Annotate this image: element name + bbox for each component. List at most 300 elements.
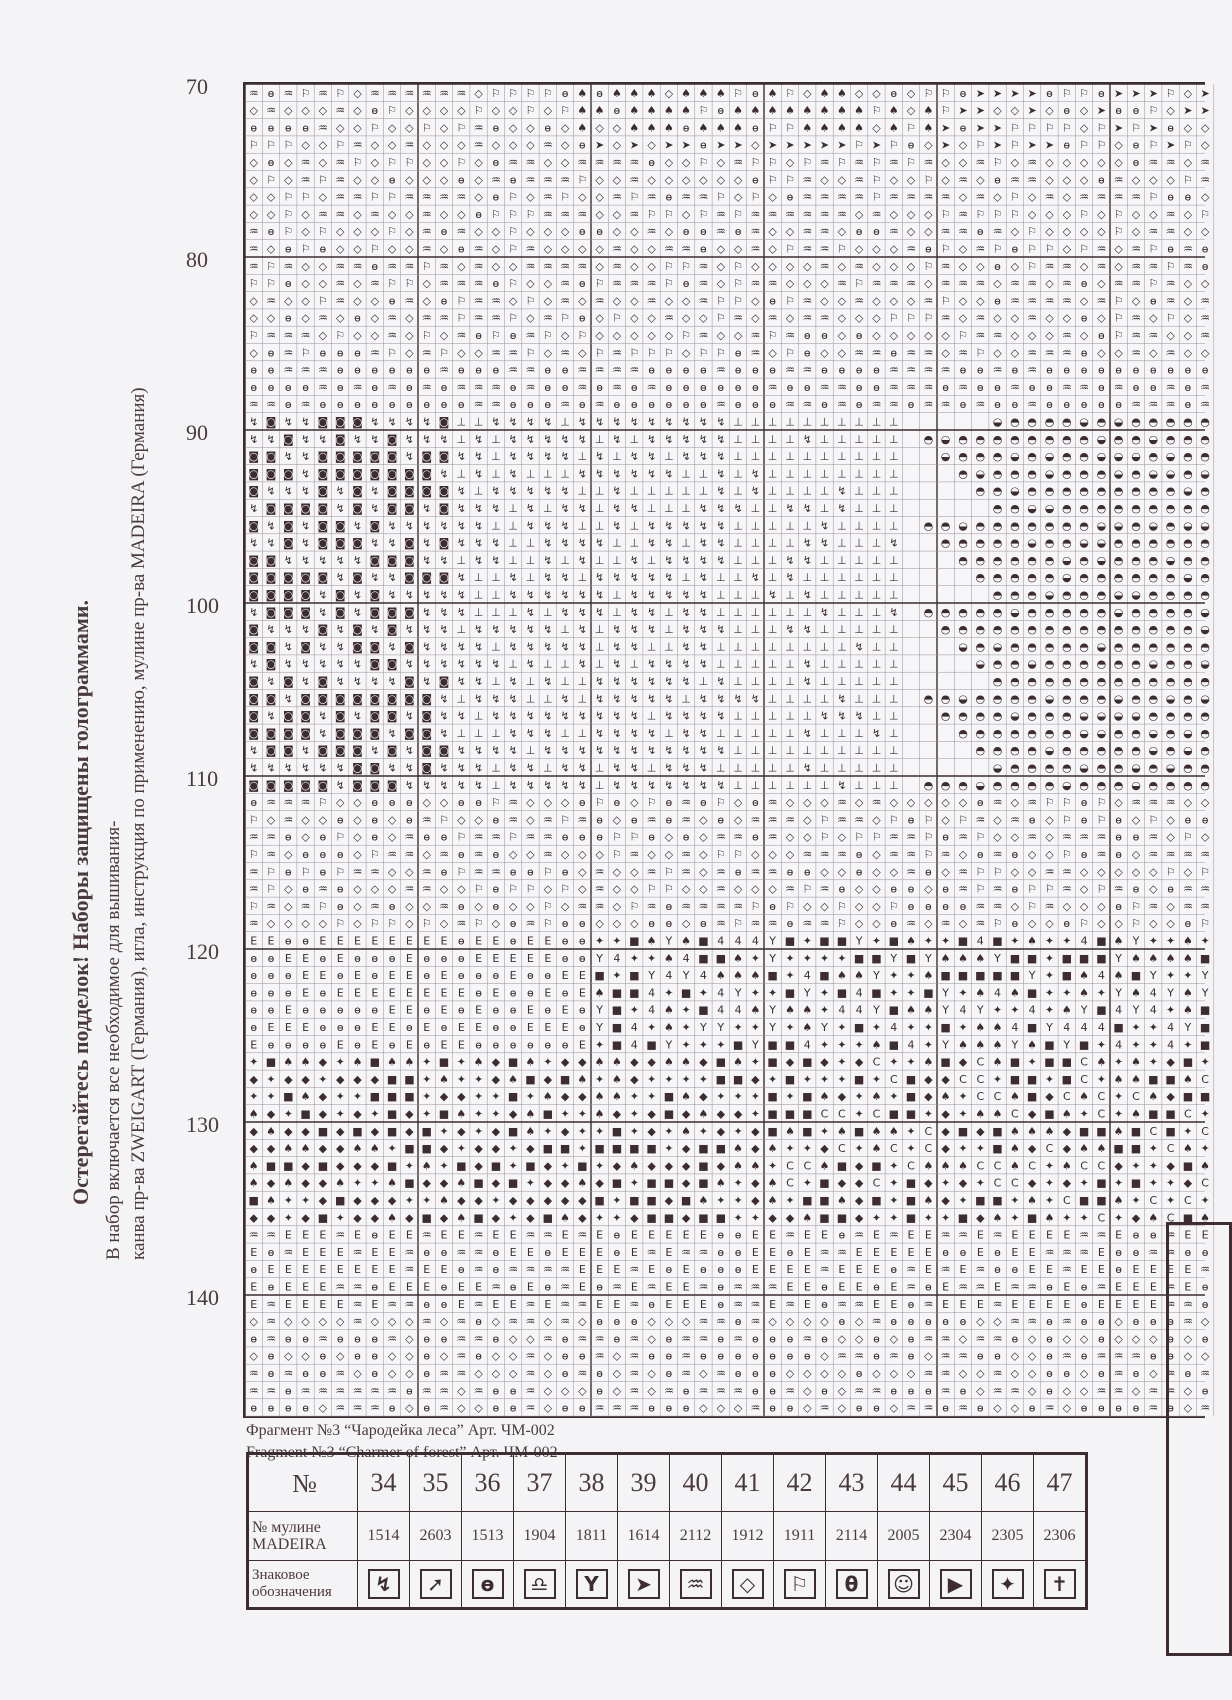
svg-text:◇: ◇ <box>681 207 691 221</box>
svg-text:◓: ◓ <box>975 432 986 446</box>
svg-text:E: E <box>803 1228 811 1242</box>
svg-text:♒: ♒ <box>456 917 467 931</box>
legend-number-41: 41 <box>722 1454 774 1512</box>
svg-text:♒: ♒ <box>387 329 398 342</box>
svg-text:◓: ◓ <box>1200 709 1210 723</box>
svg-text:◇: ◇ <box>526 121 535 135</box>
svg-text:◓: ◓ <box>992 692 1003 706</box>
svg-text:■: ■ <box>1096 1003 1107 1017</box>
svg-text:♠: ♠ <box>819 104 830 118</box>
svg-text:⊥: ⊥ <box>785 467 795 481</box>
svg-text:♠: ♠ <box>1182 986 1193 1000</box>
svg-text:◆: ◆ <box>612 1159 622 1173</box>
svg-text:♒: ♒ <box>1148 1401 1159 1415</box>
svg-text:⊥: ⊥ <box>612 605 622 619</box>
svg-text:♒: ♒ <box>577 207 588 221</box>
svg-text:⚐: ⚐ <box>785 173 795 187</box>
svg-text:♒: ♒ <box>975 813 986 827</box>
svg-text:ɵ: ɵ <box>613 1245 621 1259</box>
svg-text:■: ■ <box>611 1142 623 1156</box>
svg-text:◙: ◙ <box>265 657 277 671</box>
svg-text:♒: ♒ <box>525 1315 536 1329</box>
svg-text:◇: ◇ <box>595 242 604 256</box>
svg-text:♒: ♒ <box>854 173 865 187</box>
svg-text:♒: ♒ <box>836 796 847 810</box>
svg-text:↯: ↯ <box>577 640 587 654</box>
svg-text:✦: ✦ <box>1062 1211 1072 1225</box>
svg-text:↯: ↯ <box>629 502 639 515</box>
svg-text:◇: ◇ <box>716 259 726 273</box>
svg-text:■: ■ <box>404 1072 415 1086</box>
svg-text:♒: ♒ <box>1027 1280 1038 1294</box>
svg-text:◒: ◒ <box>992 415 1003 429</box>
svg-text:◓: ◓ <box>1165 432 1176 446</box>
svg-text:E: E <box>907 1245 915 1259</box>
svg-text:⊥: ⊥ <box>646 484 657 498</box>
svg-text:■: ■ <box>1061 969 1073 983</box>
svg-text:↯: ↯ <box>473 623 484 637</box>
svg-text:◆: ◆ <box>785 1211 795 1225</box>
svg-text:↯: ↯ <box>404 657 415 671</box>
svg-text:◇: ◇ <box>906 259 916 273</box>
svg-text:⚐: ⚐ <box>525 207 536 221</box>
svg-text:■: ■ <box>283 1090 294 1104</box>
svg-text:ɵ: ɵ <box>1167 882 1174 896</box>
svg-text:C: C <box>1184 1107 1192 1121</box>
svg-text:E: E <box>302 969 310 983</box>
svg-text:◓: ◓ <box>992 571 1003 585</box>
svg-text:♒: ♒ <box>1113 1349 1124 1363</box>
svg-text:◇: ◇ <box>630 242 639 256</box>
svg-text:✦: ✦ <box>1148 1038 1158 1052</box>
svg-text:■: ■ <box>836 1211 848 1225</box>
svg-text:◇: ◇ <box>958 848 968 861</box>
svg-text:♠: ♠ <box>750 969 761 983</box>
svg-text:ɵ: ɵ <box>354 1021 361 1034</box>
svg-text:ɵ: ɵ <box>855 398 863 412</box>
svg-text:◇: ◇ <box>1010 156 1020 169</box>
svg-text:↯: ↯ <box>266 484 276 498</box>
svg-text:◓: ◓ <box>1061 605 1072 619</box>
svg-text:◇: ◇ <box>508 1332 518 1346</box>
svg-text:E: E <box>302 986 310 1000</box>
svg-text:■: ■ <box>802 1107 813 1121</box>
svg-text:◙: ◙ <box>282 571 294 585</box>
svg-text:◓: ◓ <box>1044 484 1055 498</box>
svg-text:◇: ◇ <box>1045 848 1054 861</box>
svg-text:■: ■ <box>819 1176 830 1190</box>
svg-text:♠: ♠ <box>629 1159 640 1173</box>
svg-text:◇: ◇ <box>405 1367 414 1380</box>
svg-text:◙: ◙ <box>300 640 311 654</box>
svg-text:◇: ◇ <box>647 138 656 152</box>
svg-text:◆: ◆ <box>353 1072 362 1086</box>
svg-text:◇: ◇ <box>1200 1349 1210 1363</box>
svg-text:◇: ◇ <box>647 259 656 273</box>
svg-text:⚐: ⚐ <box>1113 311 1124 325</box>
svg-text:↯: ↯ <box>681 744 691 758</box>
svg-text:♒: ♒ <box>785 1297 795 1311</box>
svg-text:♒: ♒ <box>836 380 847 394</box>
svg-text:◇: ◇ <box>474 813 483 827</box>
svg-text:◇: ◇ <box>491 1315 501 1329</box>
svg-text:◇: ◇ <box>1131 173 1141 187</box>
svg-text:♒: ♒ <box>1113 190 1124 204</box>
svg-text:♒: ♒ <box>940 259 951 273</box>
svg-text:⚐: ⚐ <box>387 156 398 169</box>
svg-text:⊥: ⊥ <box>560 467 570 481</box>
svg-text:⊥: ⊥ <box>837 726 847 740</box>
svg-text:♒: ♒ <box>958 277 968 291</box>
svg-text:✦: ✦ <box>785 1021 795 1034</box>
svg-text:◇: ◇ <box>664 329 674 342</box>
svg-text:♠: ♠ <box>906 934 916 948</box>
svg-text:⚐: ⚐ <box>335 86 346 100</box>
svg-text:■: ■ <box>1113 1142 1124 1156</box>
svg-text:◙: ◙ <box>300 605 311 619</box>
svg-text:■: ■ <box>1026 1021 1038 1034</box>
svg-text:♒: ♒ <box>352 1297 363 1311</box>
svg-text:↯: ↯ <box>422 536 432 550</box>
svg-text:⚐: ⚐ <box>663 865 674 879</box>
svg-text:⚐: ⚐ <box>266 259 276 273</box>
svg-text:♠: ♠ <box>1027 1194 1038 1207</box>
svg-text:♒: ♒ <box>1027 346 1038 360</box>
svg-text:♒: ♒ <box>767 1280 778 1294</box>
svg-text:ɵ: ɵ <box>665 1263 673 1277</box>
svg-text:⊥: ⊥ <box>767 640 778 654</box>
svg-text:⊥: ⊥ <box>491 761 501 775</box>
svg-text:◓: ◓ <box>1183 640 1193 654</box>
svg-text:E: E <box>457 1297 465 1311</box>
svg-text:■: ■ <box>1182 1090 1194 1104</box>
svg-text:♒: ♒ <box>525 173 536 187</box>
svg-text:■: ■ <box>611 1124 623 1138</box>
svg-text:ɵ: ɵ <box>267 1401 275 1415</box>
svg-text:♠: ♠ <box>300 1055 311 1069</box>
svg-text:ɵ: ɵ <box>855 1367 863 1380</box>
svg-text:◆: ◆ <box>578 1055 587 1069</box>
svg-text:♒: ♒ <box>352 380 363 394</box>
svg-text:♠: ♠ <box>871 1090 882 1104</box>
svg-text:ɵ: ɵ <box>371 1003 379 1017</box>
svg-text:ɵ: ɵ <box>1167 121 1174 135</box>
svg-text:↯: ↯ <box>802 588 812 602</box>
svg-text:♠: ♠ <box>473 1055 484 1069</box>
svg-text:■: ■ <box>905 1194 917 1207</box>
svg-text:◇: ◇ <box>664 294 674 308</box>
svg-text:E: E <box>1097 1245 1105 1259</box>
svg-text:◆: ◆ <box>751 1176 760 1190</box>
svg-text:↯: ↯ <box>249 744 259 758</box>
svg-text:ɵ: ɵ <box>1115 813 1122 827</box>
svg-text:↯: ↯ <box>300 467 311 481</box>
svg-text:♒: ♒ <box>906 1401 916 1415</box>
svg-text:♒: ♒ <box>300 796 311 810</box>
svg-text:◇: ◇ <box>906 1367 916 1380</box>
svg-text:◓: ◓ <box>1010 761 1020 775</box>
svg-text:ɵ: ɵ <box>578 1003 586 1017</box>
svg-text:ɵ: ɵ <box>354 1349 361 1363</box>
svg-text:ɵ: ɵ <box>769 294 776 308</box>
svg-text:⊥: ⊥ <box>681 484 691 498</box>
svg-text:■: ■ <box>905 951 917 965</box>
svg-text:↯: ↯ <box>456 502 466 515</box>
svg-text:ɵ: ɵ <box>284 865 292 879</box>
svg-text:✦: ✦ <box>733 1090 743 1104</box>
svg-text:E: E <box>475 951 483 965</box>
svg-text:◓: ◓ <box>992 519 1003 533</box>
svg-text:◇: ◇ <box>301 294 310 308</box>
svg-text:◇: ◇ <box>716 329 726 342</box>
svg-text:E: E <box>319 1263 327 1277</box>
svg-text:◓: ◓ <box>992 605 1003 619</box>
svg-text:■: ■ <box>992 1124 1003 1138</box>
svg-text:■: ■ <box>1148 1107 1159 1121</box>
svg-text:◇: ◇ <box>906 225 916 239</box>
svg-text:C: C <box>1166 1142 1175 1156</box>
svg-text:⊥: ⊥ <box>664 450 674 464</box>
svg-text:↯: ↯ <box>698 432 709 446</box>
legend-madeira-40: 2112 <box>670 1512 722 1561</box>
svg-text:♠: ♠ <box>1113 1194 1124 1207</box>
svg-text:♒: ♒ <box>594 294 605 308</box>
svg-text:♠: ♠ <box>1148 951 1159 965</box>
svg-text:♠: ♠ <box>663 1021 674 1034</box>
svg-text:■: ■ <box>386 1090 398 1104</box>
svg-text:ɵ: ɵ <box>302 1003 309 1017</box>
svg-text:◓: ◓ <box>1183 415 1193 429</box>
svg-text:◓: ◓ <box>1061 675 1072 688</box>
svg-text:↯: ↯ <box>370 536 380 550</box>
svg-text:⚐: ⚐ <box>1061 121 1072 135</box>
svg-text:⊥: ⊥ <box>543 467 553 481</box>
svg-text:♒: ♒ <box>958 207 968 221</box>
svg-text:◇: ◇ <box>457 813 466 827</box>
svg-text:✦: ✦ <box>940 934 951 948</box>
svg-text:◒: ◒ <box>1010 709 1020 723</box>
svg-text:◒: ◒ <box>1113 519 1124 533</box>
svg-text:⊥: ⊥ <box>577 675 588 688</box>
svg-text:⚐: ⚐ <box>594 796 605 810</box>
svg-text:⊥: ⊥ <box>819 744 830 758</box>
svg-text:◇: ◇ <box>1062 1384 1072 1398</box>
svg-text:Y: Y <box>700 1021 707 1034</box>
svg-text:⚐: ⚐ <box>1009 190 1020 204</box>
svg-text:◇: ◇ <box>837 1332 847 1346</box>
svg-text:↯: ↯ <box>439 623 449 637</box>
svg-text:⚐: ⚐ <box>715 848 726 861</box>
svg-text:◇: ◇ <box>439 104 449 118</box>
svg-text:♒: ♒ <box>1027 398 1038 412</box>
svg-text:◇: ◇ <box>837 225 847 239</box>
svg-text:◇: ◇ <box>612 329 622 342</box>
svg-text:◓: ◓ <box>1200 502 1210 515</box>
svg-text:↯: ↯ <box>594 726 605 740</box>
svg-text:⊥: ⊥ <box>733 675 743 688</box>
svg-text:ɵ: ɵ <box>527 865 534 879</box>
svg-text:⚐: ⚐ <box>283 225 294 239</box>
svg-text:◇: ◇ <box>803 1315 812 1329</box>
svg-text:ɵ: ɵ <box>942 1401 949 1415</box>
svg-text:⚐: ⚐ <box>369 917 380 931</box>
svg-text:■: ■ <box>957 969 969 983</box>
legend-symbol-cell-47 <box>1034 1561 1087 1609</box>
svg-text:ɵ: ɵ <box>1063 363 1071 377</box>
svg-text:ɵ: ɵ <box>942 882 949 896</box>
svg-text:E: E <box>1184 1228 1192 1242</box>
svg-text:◇: ◇ <box>612 121 622 135</box>
svg-text:◙: ◙ <box>282 675 294 688</box>
svg-text:◓: ◓ <box>1010 536 1020 550</box>
svg-text:♒: ♒ <box>283 86 294 100</box>
cross-stitch-pattern-grid <box>243 82 1211 1418</box>
svg-text:◙: ◙ <box>282 536 294 550</box>
svg-text:◇: ◇ <box>1200 1315 1210 1329</box>
svg-text:4: 4 <box>1149 1003 1157 1017</box>
svg-text:⊥: ⊥ <box>871 640 882 654</box>
svg-text:■: ■ <box>975 1194 986 1207</box>
svg-text:ɵ: ɵ <box>821 1297 828 1311</box>
svg-text:↯: ↯ <box>698 571 709 585</box>
svg-text:ɵ: ɵ <box>457 796 465 810</box>
svg-text:♒: ♒ <box>836 813 847 827</box>
svg-text:ɵ: ɵ <box>1149 363 1157 377</box>
svg-text:✦: ✦ <box>923 1021 934 1034</box>
svg-text:◇: ◇ <box>1079 225 1089 239</box>
svg-text:♒: ♒ <box>733 1280 744 1294</box>
svg-text:↯: ↯ <box>456 484 466 498</box>
svg-text:✦: ✦ <box>422 1072 432 1086</box>
svg-text:↯: ↯ <box>612 519 622 533</box>
svg-text:♠: ♠ <box>1079 969 1090 983</box>
svg-text:⚐: ⚐ <box>923 173 934 187</box>
svg-text:◓: ◓ <box>1183 588 1193 602</box>
svg-text:✦: ✦ <box>802 1142 812 1156</box>
svg-text:♒: ♒ <box>819 917 830 931</box>
svg-text:♒: ♒ <box>733 899 744 913</box>
svg-text:■: ■ <box>1199 1038 1211 1052</box>
svg-text:ɵ: ɵ <box>752 1384 759 1398</box>
svg-text:◓: ◓ <box>1113 778 1124 792</box>
svg-text:◇: ◇ <box>906 104 916 118</box>
svg-text:⚐: ⚐ <box>525 346 536 360</box>
svg-text:◇: ◇ <box>1045 225 1054 239</box>
svg-text:◇: ◇ <box>1045 207 1054 221</box>
svg-text:⊥: ⊥ <box>802 484 813 498</box>
svg-text:⊥: ⊥ <box>819 415 830 429</box>
svg-text:♒: ♒ <box>958 830 968 844</box>
svg-text:⚐: ⚐ <box>733 207 744 221</box>
svg-text:◇: ◇ <box>837 311 847 325</box>
svg-text:♒: ♒ <box>681 1332 692 1346</box>
svg-text:♠: ♠ <box>940 1090 951 1104</box>
svg-text:◒: ◒ <box>1131 450 1141 464</box>
svg-text:ɵ: ɵ <box>752 1332 759 1346</box>
svg-text:E: E <box>354 934 361 948</box>
svg-text:ɵ: ɵ <box>544 363 552 377</box>
svg-text:◇: ◇ <box>854 311 864 325</box>
svg-text:⚐: ⚐ <box>940 242 951 256</box>
svg-text:⊥: ⊥ <box>819 484 830 498</box>
svg-text:4: 4 <box>751 934 759 948</box>
svg-text:◇: ◇ <box>1027 865 1037 879</box>
svg-text:◆: ◆ <box>854 1176 864 1190</box>
svg-text:◙: ◙ <box>334 519 346 533</box>
svg-text:♒: ♒ <box>421 242 432 256</box>
svg-text:◇: ◇ <box>1079 259 1089 273</box>
svg-text:■: ■ <box>352 1124 363 1138</box>
svg-text:E: E <box>561 969 569 983</box>
svg-text:◇: ◇ <box>387 882 397 896</box>
svg-text:⚐: ⚐ <box>992 207 1003 221</box>
svg-text:↯: ↯ <box>767 588 778 602</box>
svg-text:⚐: ⚐ <box>317 899 328 913</box>
svg-text:◇: ◇ <box>422 796 431 810</box>
svg-text:♠: ♠ <box>767 1176 778 1190</box>
svg-text:◇: ◇ <box>422 156 431 169</box>
svg-text:♒: ♒ <box>1200 380 1211 394</box>
svg-text:⚐: ⚐ <box>508 225 519 239</box>
svg-text:ɵ: ɵ <box>354 951 361 965</box>
svg-text:◓: ◓ <box>1079 553 1089 567</box>
svg-text:♠: ♠ <box>733 1055 744 1069</box>
svg-text:↯: ↯ <box>612 709 622 723</box>
svg-text:4: 4 <box>803 1038 811 1052</box>
svg-text:◇: ◇ <box>906 329 916 342</box>
svg-text:E: E <box>544 986 552 1000</box>
svg-text:⊥: ⊥ <box>508 519 518 533</box>
svg-text:ɵ: ɵ <box>371 813 379 827</box>
svg-text:E: E <box>509 1245 517 1259</box>
svg-text:✦: ✦ <box>370 1107 380 1121</box>
svg-text:↯: ↯ <box>681 415 691 429</box>
svg-text:♒: ♒ <box>1148 830 1159 844</box>
svg-text:E: E <box>682 1297 690 1311</box>
svg-text:Y: Y <box>942 986 949 1000</box>
svg-text:◆: ◆ <box>301 1159 310 1173</box>
svg-text:◇: ◇ <box>508 259 518 273</box>
svg-text:◓: ◓ <box>1079 450 1089 464</box>
svg-text:◇: ◇ <box>491 259 501 273</box>
svg-text:◙: ◙ <box>386 744 398 758</box>
svg-text:◇: ◇ <box>647 1367 656 1380</box>
svg-text:◇: ◇ <box>353 848 362 861</box>
svg-text:◆: ◆ <box>1027 1142 1037 1156</box>
svg-text:■: ■ <box>784 1107 796 1121</box>
svg-text:◆: ◆ <box>785 1055 795 1069</box>
svg-text:◇: ◇ <box>1062 207 1072 221</box>
svg-text:◇: ◇ <box>1010 1367 1020 1380</box>
svg-text:ɵ: ɵ <box>267 363 275 377</box>
svg-text:◆: ◆ <box>284 1124 293 1138</box>
svg-text:E: E <box>1132 1280 1140 1294</box>
svg-text:◓: ◓ <box>1148 588 1159 602</box>
svg-text:◓: ◓ <box>1165 675 1176 688</box>
svg-text:Y: Y <box>769 1021 776 1034</box>
svg-text:⚐: ⚐ <box>1061 848 1072 861</box>
svg-text:⊥: ⊥ <box>664 605 674 619</box>
svg-text:⊥: ⊥ <box>871 605 882 619</box>
svg-text:◇: ◇ <box>1200 277 1210 291</box>
svg-text:◙: ◙ <box>352 692 363 706</box>
svg-text:■: ■ <box>369 1055 381 1069</box>
svg-text:↯: ↯ <box>629 726 639 740</box>
svg-text:♒: ♒ <box>750 207 761 221</box>
svg-text:◆: ◆ <box>370 1072 380 1086</box>
svg-text:♒: ♒ <box>1044 899 1055 913</box>
svg-text:⊥: ⊥ <box>854 536 864 550</box>
